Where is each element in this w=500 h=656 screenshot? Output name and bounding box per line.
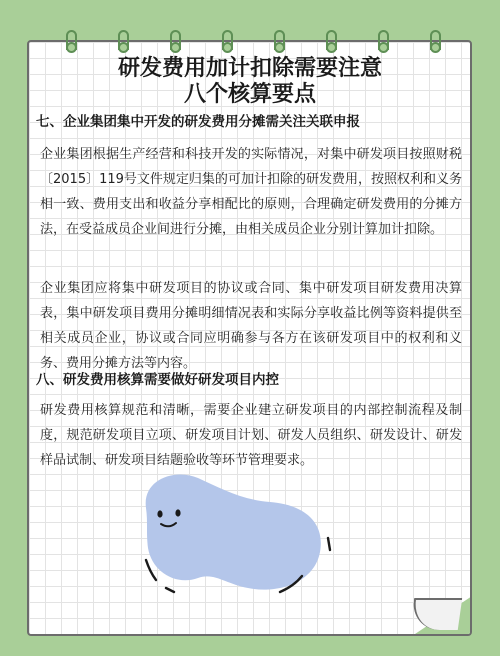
title-line-1: 研发费用加计扣除需要注意 [117, 56, 382, 81]
mascot-illustration [130, 468, 340, 608]
page-curl [410, 598, 462, 630]
section-7-paragraph-1: 企业集团根据生产经营和科技开发的实际情况，对集中研发项目按照财税〔2015〕119号文件规定归集的可加计扣除的研发费用，按照权利和义务相一致、费用支出和收益分享相配比的原则，合理确定研发费用的分摊方法，在受益成员企业间进行分摊，由相关成员企业分别计算加计扣除。 [40, 147, 462, 237]
motion-line [328, 538, 330, 550]
section-7-paragraph-2: 企业集团应将集中研发项目的协议或合同、集中研发项目研发费用决算表，集中研发项目费用分摊明细情况表和实际分享收益比例等资料提供至相关成员企业，协议或合同应明确参与各方在该研发项目中的权利和义务、费用分摊方法等内容。 [40, 281, 462, 371]
motion-line [166, 588, 174, 592]
binder-hole [118, 42, 129, 53]
binder-hole [222, 42, 233, 53]
title-line-2: 八个核算要点 [183, 82, 316, 107]
mascot-body [146, 475, 321, 590]
section-7-heading: 七、企业集团集中开发的研发费用分摊需关注关联申报 [36, 114, 360, 130]
binder-hole [274, 42, 285, 53]
mascot-eye-right [175, 509, 180, 516]
binder-hole [170, 42, 181, 53]
page-title [30, 56, 470, 108]
binder-hole [378, 42, 389, 53]
mascot-eye-left [157, 510, 162, 517]
binder-hole [430, 42, 441, 53]
binder-hole [66, 42, 77, 53]
binder-hole [326, 42, 337, 53]
section-8-heading: 八、研发费用核算需要做好研发项目内控 [36, 372, 279, 388]
smiling-blob-icon [130, 468, 340, 608]
section-8-paragraph-1: 研发费用核算规范和清晰，需要企业建立研发项目的内部控制流程及制度，规范研发项目立项、研发项目计划、研发人员组织、研发设计、研发样品试制、研发项目结题验收等环节管理要求。 [40, 403, 462, 468]
